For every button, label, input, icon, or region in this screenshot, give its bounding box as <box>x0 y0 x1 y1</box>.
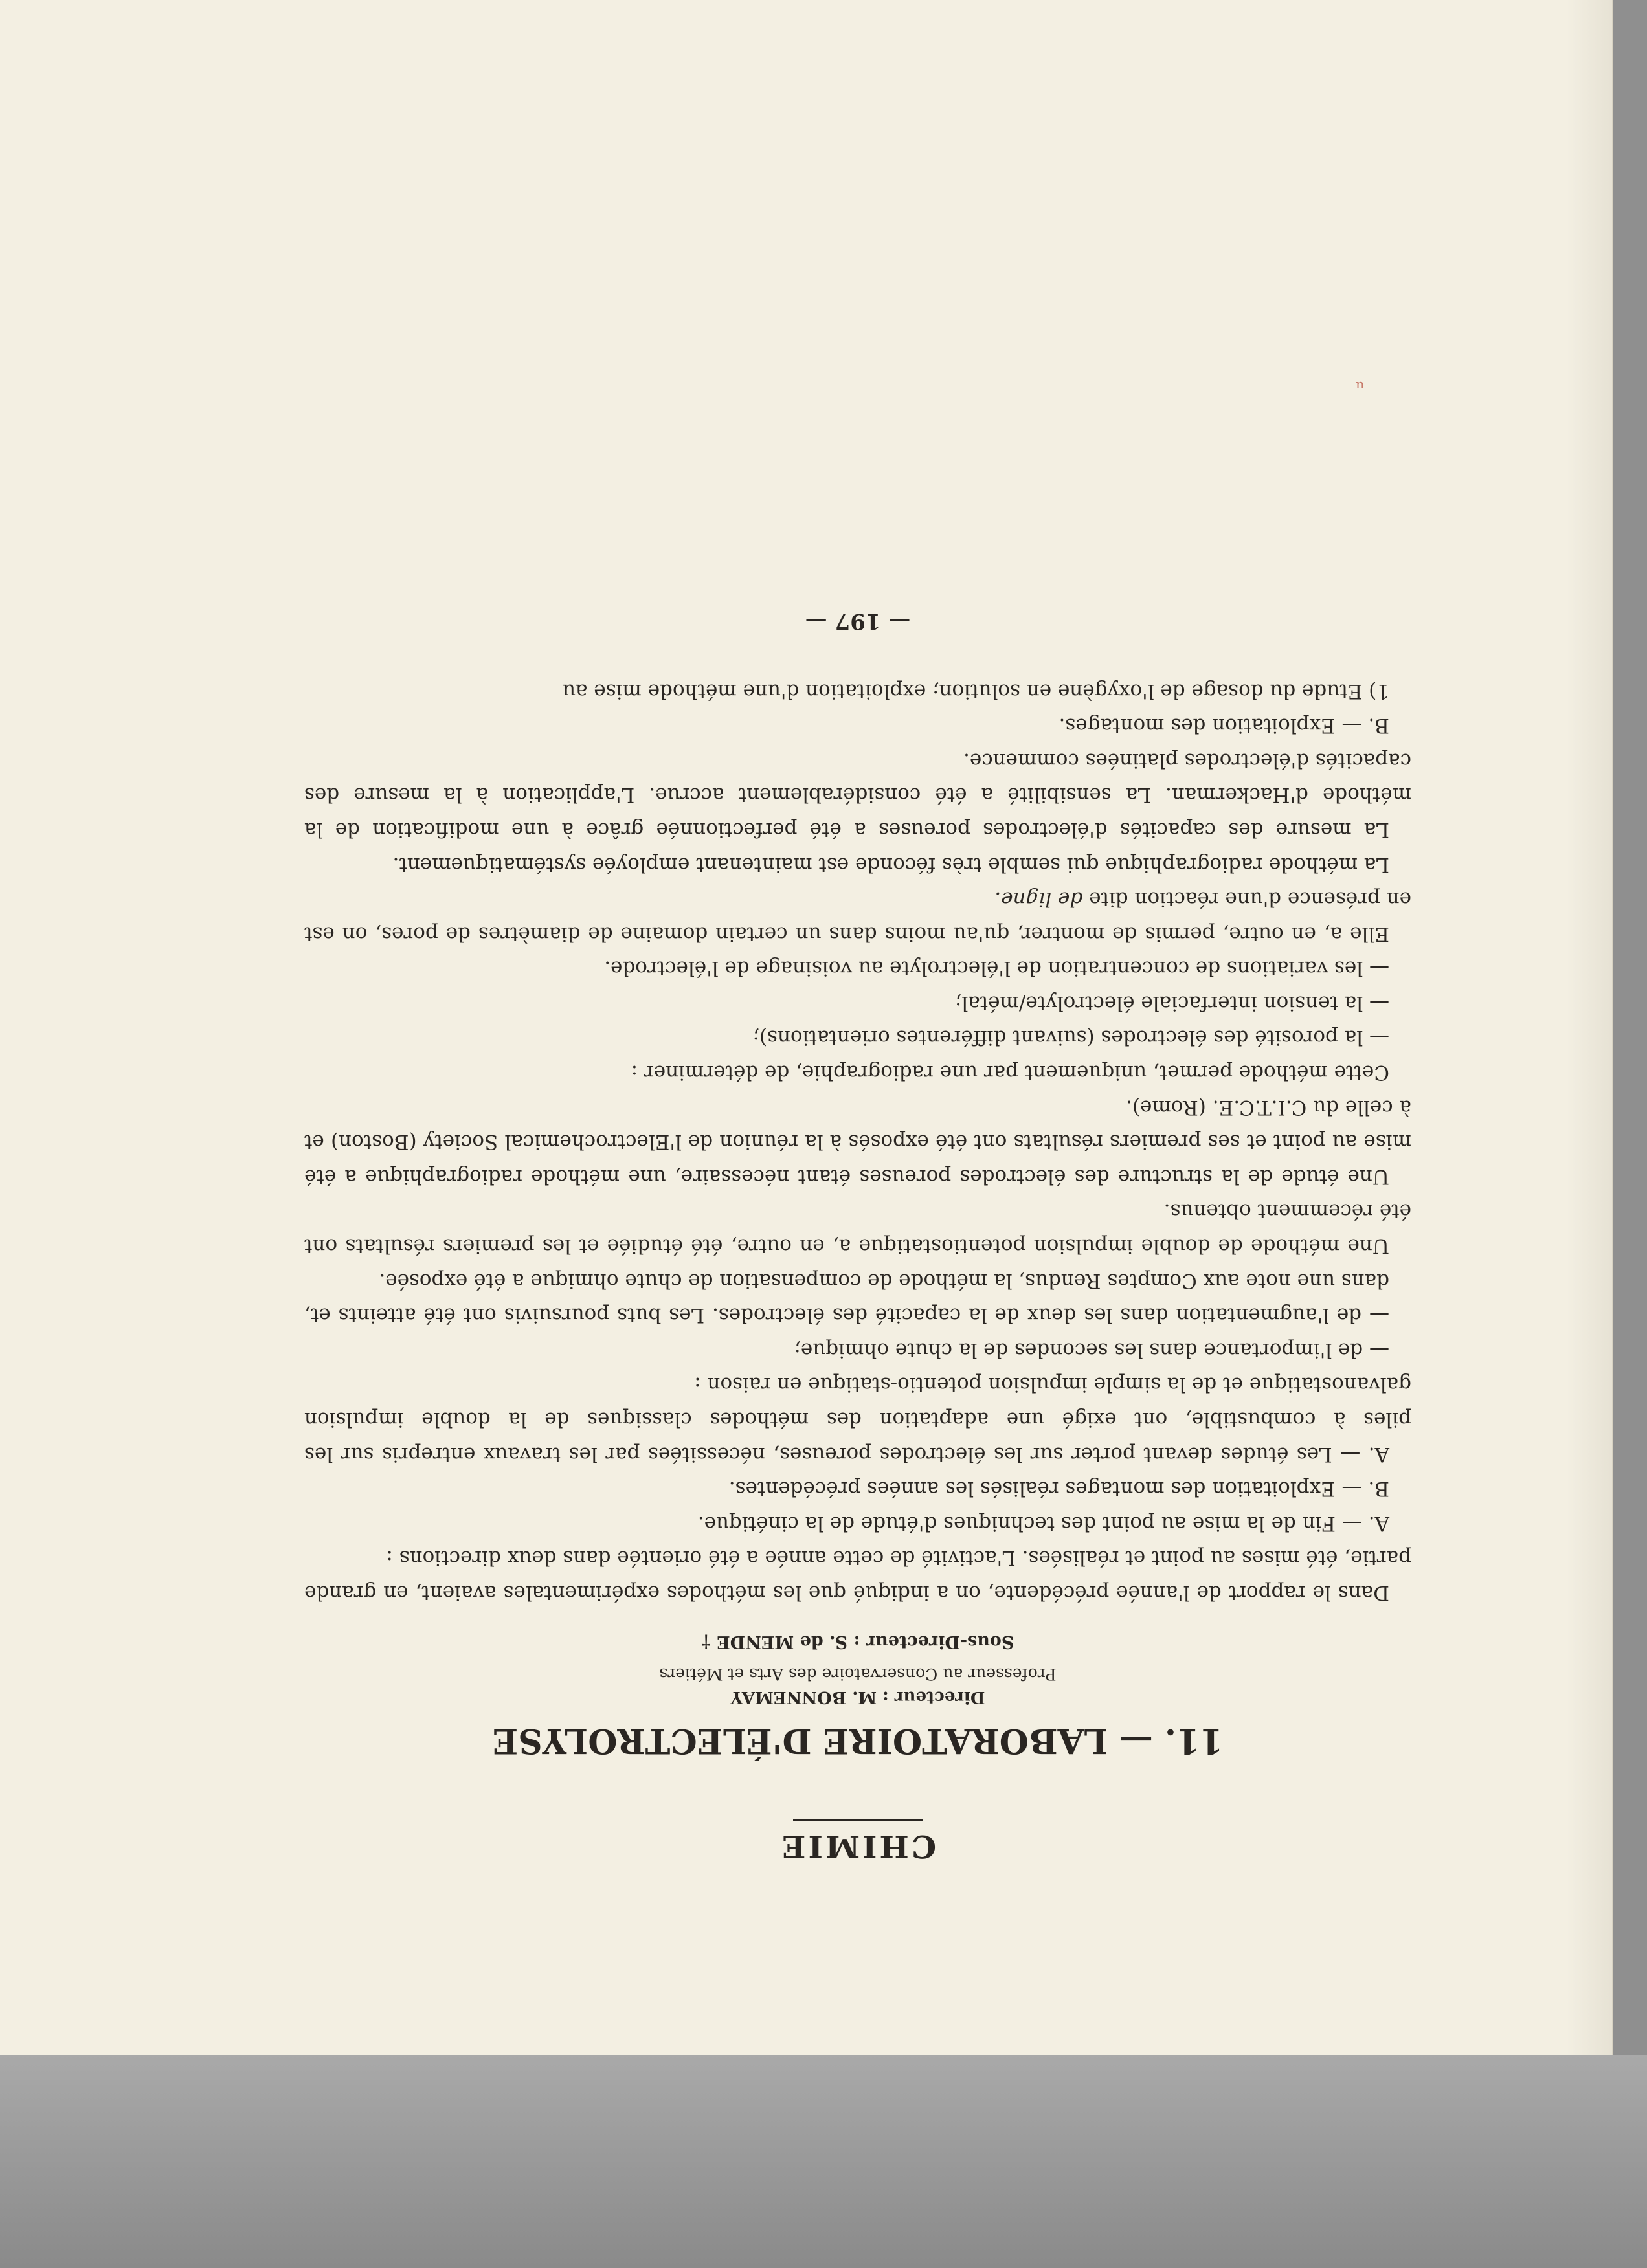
paragraph-capacity-measure: La mesure des capacités d'électrodes poreuses a été perfectionnée grâce à une modification de la méthode d'Hackerman. La sensibilité a été considérablement accrue. L'application à la mesure des capacités d'électrodes platinées commence. <box>304 748 1411 841</box>
paragraph-double-impulsion: Une méthode de double impulsion potentiostatique a, en outre, été étudiée et les premiers résultats ont été récemment obtenus. <box>304 1199 1411 1258</box>
paragraph-oxygen-study: 1) Etude du dosage de l'oxygène en solution; exploitation d'une méthode mise au <box>563 679 1389 703</box>
subdirector-line: Sous-Directeur : S. de MENDE † <box>701 1632 1014 1652</box>
list-item: — de l'augmentation dans les deux de la capacité des électrodes. Les buts poursuivis ont été atteints et, dans une note aux Comptes Rendus, la méthode de compensation de chute ohmique a été exposée. <box>304 1269 1389 1328</box>
paragraph-radiographic-study: Une étude de la structure des électrodes poreuses étant nécessaire, une méthode radiographique a été mise au point et ses premiers résultats ont été exposés à la réunion de l'Electrochemical Society (Boston) et à celle du C.I.T.C.E. (Rome). <box>304 1095 1411 1188</box>
page-title: 11. — LABORATOIRE D'ÉLECTROLYSE <box>492 1721 1224 1761</box>
list-item: — la porosité des électrodes (suivant différentes orientations); <box>752 1026 1389 1050</box>
professor-line: Professeur au Conservatoire des Arts et Métiers <box>659 1665 1057 1684</box>
section-rule <box>793 1819 923 1821</box>
reaction-text: Elle a, en outre, permis de montrer, qu'au moins dans un certain domaine de diamètres de pores, on est en présence d'une réaction dite <box>304 887 1411 946</box>
page-content-upside-down <box>304 220 1411 1864</box>
paragraph-intro: Dans le rapport de l'année précédente, on a indiqué que les méthodes expérimentales avaient, en grande partie, été mises au point et réalisées. L'activité de cette année a été orientée dans deux directions : <box>304 1546 1411 1605</box>
paragraph-direction-b: B. — Exploitation des montages réalisés les années précédentes. <box>728 1477 1389 1501</box>
list-item: — les variations de concentration de l'électrolyte au voisinage de l'électrode. <box>604 957 1389 981</box>
director-line: Directeur : M. BONNEMAY <box>730 1687 985 1707</box>
list-item: — la tension interfaciale électrolyte/métal; <box>954 991 1389 1015</box>
section-header: CHIMIE <box>779 1828 937 1864</box>
paragraph-section-b: B. — Exploitation des montages. <box>1059 714 1389 738</box>
reaction-italic: de ligne. <box>994 887 1083 911</box>
page-edge-shadow <box>1567 0 1612 2055</box>
paragraph-section-a: A. — Les études devant porter sur les électrodes poreuses, nécessitées par les travaux entrepris sur les piles à combustible, ont exigé une adaptation des méthodes classiques de la double impulsion galvanostatique et de la simple impulsion potentio-statique en raison : <box>304 1373 1411 1466</box>
paragraph-method-allows: Cette méthode permet, uniquement par une radiographie, de déterminer : <box>631 1061 1389 1085</box>
paragraph-radiographic-method: La méthode radiographique qui semble très féconde est maintenant employée systématiquement. <box>392 852 1389 876</box>
page-number: — 197 — <box>805 608 911 634</box>
paragraph-direction-a: A. — Fin de la mise au point des techniques d'étude de la cinétique. <box>697 1511 1389 1535</box>
pencil-mark: ⁿ <box>1356 375 1365 401</box>
scanner-background <box>0 2055 1647 2268</box>
paragraph-reaction <box>304 882 1411 951</box>
list-item: — de l'importance dans les secondes de la chute ohmique; <box>794 1338 1389 1362</box>
